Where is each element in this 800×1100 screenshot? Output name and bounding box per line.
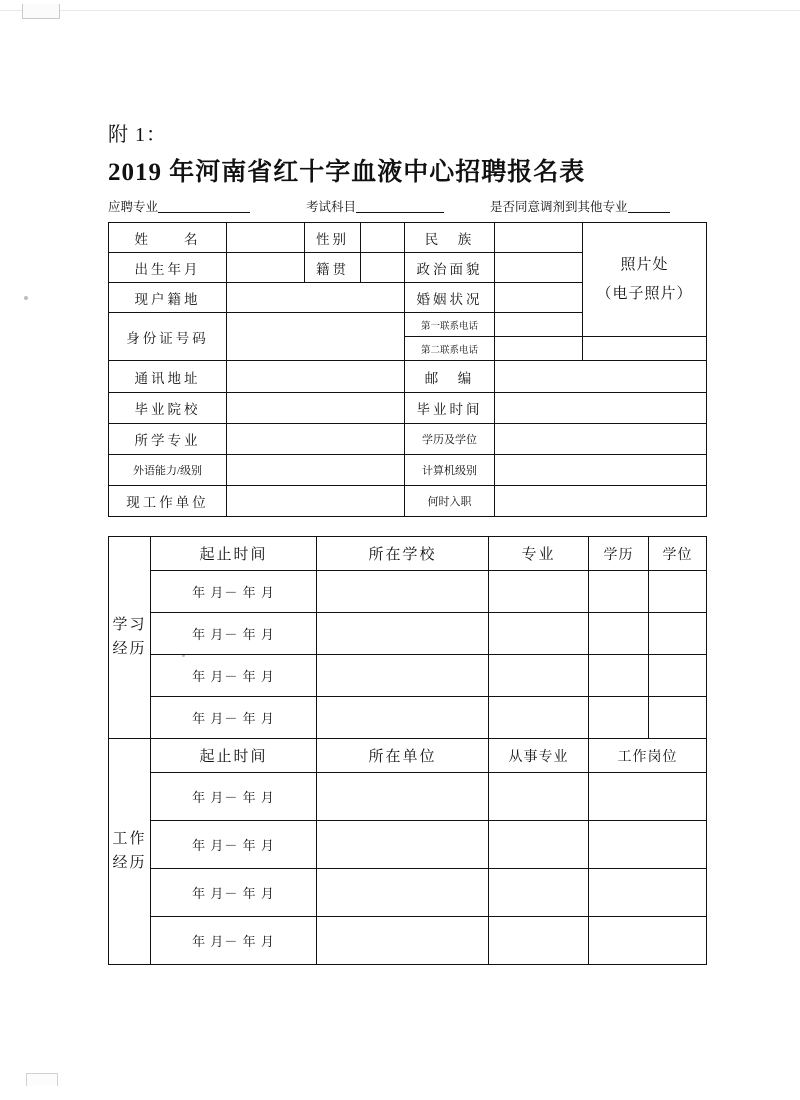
label-education-degree: 学历及学位 [405,424,495,455]
value-native-place[interactable] [361,253,405,283]
label-current-employer: 现工作单位 [109,486,227,517]
label-graduate-school: 毕业院校 [109,393,227,424]
value-foreign-language[interactable] [227,455,405,486]
field-applied-major-blank[interactable] [158,199,250,213]
table-row [109,821,707,869]
education-major-1[interactable] [489,571,589,613]
work-unit-2[interactable] [317,821,489,869]
table-row [109,869,707,917]
label-native-place: 籍贯 [305,253,361,283]
label-name: 姓 名 [109,223,227,253]
education-school-3[interactable] [317,655,489,697]
label-mailing-address: 通讯地址 [109,361,227,393]
education-header-date: 起止时间 [151,537,317,571]
work-major-4[interactable] [489,917,589,965]
table-row [109,424,707,455]
work-section-label: 工作经历 [109,739,151,965]
work-header-major: 从事专业 [489,739,589,773]
education-date-1[interactable]: 年 月－ 年 月 [151,571,317,613]
education-header-title: 学位 [649,537,707,571]
field-exam-subject-label: 考试科目 [306,200,357,214]
label-postcode: 邮 编 [405,361,495,393]
field-exam-subject-blank[interactable] [356,199,444,213]
work-history-table [108,738,707,965]
table-row [109,223,707,253]
label-computer-level: 计算机级别 [405,455,495,486]
work-header-date: 起止时间 [151,739,317,773]
photo-placeholder[interactable] [583,223,707,337]
education-date-4[interactable]: 年 月－ 年 月 [151,697,317,739]
work-unit-1[interactable] [317,773,489,821]
value-education-degree[interactable] [495,424,707,455]
work-unit-4[interactable] [317,917,489,965]
value-current-employer[interactable] [227,486,405,517]
label-gender: 性别 [305,223,361,253]
label-ethnicity: 民 族 [405,223,495,253]
label-residence: 现户籍地 [109,283,227,313]
table-row [109,917,707,965]
education-title-3[interactable] [649,655,707,697]
education-degree-4[interactable] [589,697,649,739]
work-post-4[interactable] [589,917,707,965]
work-header-post: 工作岗位 [589,739,707,773]
education-major-2[interactable] [489,613,589,655]
value-residence[interactable] [227,283,405,313]
work-date-2[interactable]: 年 月－ 年 月 [151,821,317,869]
table-header-row [109,537,707,571]
label-graduation-date: 毕业时间 [405,393,495,424]
attachment-label: 附 1： [108,124,167,146]
field-exam-subject[interactable] [306,197,444,215]
education-title-1[interactable] [649,571,707,613]
table-row [109,361,707,393]
value-major[interactable] [227,424,405,455]
education-section-label: 学习经历 [109,537,151,739]
value-phone-2[interactable] [495,337,583,361]
table-row [109,571,707,613]
work-date-3[interactable]: 年 月－ 年 月 [151,869,317,917]
education-degree-2[interactable] [589,613,649,655]
photo-label-line2: （电子照片） [596,285,693,302]
education-header-degree: 学历 [589,537,649,571]
field-applied-major[interactable] [108,197,250,215]
label-phone-1: 第一联系电话 [405,313,495,337]
work-post-2[interactable] [589,821,707,869]
value-political-status[interactable] [495,253,583,283]
education-degree-1[interactable] [589,571,649,613]
education-title-2[interactable] [649,613,707,655]
value-mailing-address[interactable] [227,361,405,393]
value-id-number[interactable] [227,313,405,361]
value-name[interactable] [227,223,305,253]
education-school-2[interactable] [317,613,489,655]
field-transfer-consent[interactable] [490,197,670,215]
label-political-status: 政治面貌 [405,253,495,283]
applicant-info-table [108,222,707,517]
education-title-4[interactable] [649,697,707,739]
value-gender[interactable] [361,223,405,253]
value-ethnicity[interactable] [495,223,583,253]
education-history-table [108,536,707,739]
label-join-date: 何时入职 [405,486,495,517]
work-date-4[interactable]: 年 月－ 年 月 [151,917,317,965]
education-degree-3[interactable] [589,655,649,697]
page-title: 2019 年河南省红十字血液中心招聘报名表 [108,159,586,186]
work-unit-3[interactable] [317,869,489,917]
value-join-date[interactable] [495,486,707,517]
education-major-3[interactable] [489,655,589,697]
table-row [109,697,707,739]
table-row [109,773,707,821]
education-school-4[interactable] [317,697,489,739]
table-row [109,655,707,697]
table-header-row [109,739,707,773]
table-row [109,486,707,517]
education-header-major: 专业 [489,537,589,571]
photo-cell-filler [583,337,707,361]
label-birth-date: 出生年月 [109,253,227,283]
field-applied-major-label: 应聘专业 [108,200,159,214]
label-phone-2: 第二联系电话 [405,337,495,361]
work-major-2[interactable] [489,821,589,869]
value-birth-date[interactable] [227,253,305,283]
work-post-1[interactable] [589,773,707,821]
value-graduation-date[interactable] [495,393,707,424]
field-transfer-consent-label: 是否同意调剂到其他专业 [490,200,628,214]
label-id-number: 身份证号码 [109,313,227,361]
value-computer-level[interactable] [495,455,707,486]
table-row [109,613,707,655]
education-date-3[interactable]: 年 月－ 年 月 [151,655,317,697]
education-header-school: 所在学校 [317,537,489,571]
header-fields [108,197,708,217]
value-marital-status[interactable] [495,283,583,313]
label-marital-status: 婚姻状况 [405,283,495,313]
value-graduate-school[interactable] [227,393,405,424]
table-row [109,393,707,424]
label-major: 所学专业 [109,424,227,455]
work-header-unit: 所在单位 [317,739,489,773]
work-major-3[interactable] [489,869,589,917]
table-row [109,455,707,486]
label-foreign-language: 外语能力/级别 [109,455,227,486]
value-phone-1[interactable] [495,313,583,337]
education-major-4[interactable] [489,697,589,739]
work-major-1[interactable] [489,773,589,821]
value-postcode[interactable] [495,361,707,393]
field-transfer-consent-blank[interactable] [628,199,670,213]
photo-label-line1: 照片处 [620,257,669,273]
education-school-1[interactable] [317,571,489,613]
work-post-3[interactable] [589,869,707,917]
work-date-1[interactable]: 年 月－ 年 月 [151,773,317,821]
education-date-2[interactable]: 年 月－ 年 月 [151,613,317,655]
